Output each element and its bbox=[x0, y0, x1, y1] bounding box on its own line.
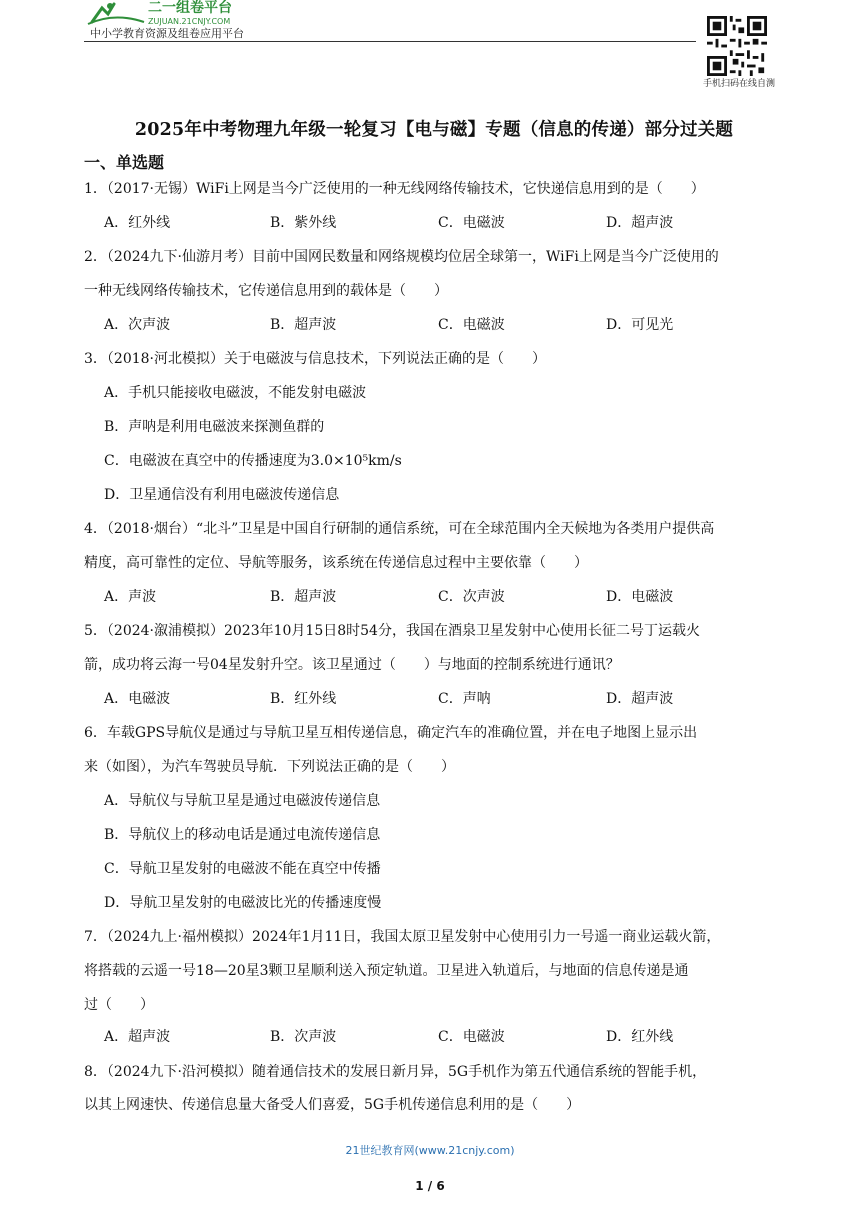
question-5-option-b: B．红外线 bbox=[270, 691, 337, 707]
question-1-stem: 1．（2017·无锡）WiFi上网是当今广泛使用的一种无线网络传输技术，它快递信息用到的是（ ） bbox=[84, 181, 705, 197]
question-6-option-b: B．导航仪上的移动电话是通过电流传递信息 bbox=[104, 827, 381, 843]
question-2-option-c: C．电磁波 bbox=[438, 317, 505, 333]
question-4-option-b: B．超声波 bbox=[270, 589, 337, 605]
question-5-option-a: A．电磁波 bbox=[104, 691, 171, 707]
question-2-option-b: B．超声波 bbox=[270, 317, 337, 333]
question-5-option-c: C．声呐 bbox=[438, 691, 491, 707]
question-4-stem-cont: 精度，高可靠性的定位、导航等服务，该系统在传递信息过程中主要依靠（ ） bbox=[84, 555, 588, 571]
question-6-option-a: A．导航仪与导航卫星是通过电磁波传递信息 bbox=[104, 793, 381, 809]
qr-caption: 手机扫码在线自测 bbox=[702, 79, 775, 89]
question-6-option-c: C．导航卫星发射的电磁波不能在真空中传播 bbox=[104, 861, 381, 877]
question-2-option-d: D．可见光 bbox=[606, 317, 674, 333]
question-6-stem-cont: 来（如图），为汽车驾驶员导航．下列说法正确的是（ ） bbox=[84, 759, 455, 775]
question-3-option-b: B．声呐是利用电磁波来探测鱼群的 bbox=[104, 419, 325, 435]
question-7-option-a: A．超声波 bbox=[104, 1029, 171, 1045]
question-7-stem-cont: 将搭载的云遥一号18—20星3颗卫星顺利送入预定轨道。卫星进入轨道后，与地面的信息传递是通 bbox=[84, 963, 689, 979]
question-5-stem-cont: 箭，成功将云海一号04星发射升空。该卫星通过（ ）与地面的控制系统进行通讯？ bbox=[84, 657, 620, 673]
question-3-option-a: A．手机只能接收电磁波，不能发射电磁波 bbox=[104, 385, 367, 401]
question-3-option-c: C．电磁波在真空中的传播速度为3.0×10⁵km/s bbox=[104, 453, 402, 469]
question-7-option-d: D．红外线 bbox=[606, 1029, 674, 1045]
question-5-option-d: D．超声波 bbox=[606, 691, 674, 707]
logo-text: 二一组卷平台 bbox=[148, 0, 232, 16]
document-title: 2025年中考物理九年级一轮复习【电与磁】专题（信息的传递）部分过关题 bbox=[134, 120, 734, 140]
question-1-option-a: A．红外线 bbox=[104, 215, 171, 231]
question-4-stem: 4．（2018·烟台）“北斗”卫星是中国自行研制的通信系统，可在全球范围内全天候地为各类用户提供高 bbox=[84, 521, 715, 537]
question-5-stem: 5．（2024·溆浦模拟）2023年10月15日8时54分，我国在酒泉卫星发射中心使用长征二号丁运载火 bbox=[84, 623, 700, 639]
question-2-stem-cont: 一种无线网络传输技术，它传递信息用到的载体是（ ） bbox=[84, 283, 448, 299]
question-1-option-c: C．电磁波 bbox=[438, 215, 505, 231]
question-7-option-c: C．电磁波 bbox=[438, 1029, 505, 1045]
question-1-option-d: D．超声波 bbox=[606, 215, 674, 231]
question-7-stem: 7．（2024九上·福州模拟）2024年1月11日，我国太原卫星发射中心使用引力一号遥一商业运载火箭， bbox=[84, 929, 721, 945]
question-2-stem: 2．（2024九下·仙游月考）目前中国网民数量和网络规模均位居全球第一，WiFi上网是当今广泛使用的 bbox=[84, 249, 719, 265]
question-4-option-d: D．电磁波 bbox=[606, 589, 674, 605]
section-heading: 一、单选题 bbox=[84, 153, 165, 172]
question-4-option-c: C．次声波 bbox=[438, 589, 505, 605]
question-3-option-d: D．卫星通信没有利用电磁波传递信息 bbox=[104, 487, 340, 503]
question-7-stem-cont-2: 过（ ） bbox=[84, 997, 154, 1013]
question-2-option-a: A．次声波 bbox=[104, 317, 171, 333]
question-4-option-a: A．声波 bbox=[104, 589, 157, 605]
page-number: 1 / 6 bbox=[415, 1179, 445, 1193]
question-6-option-d: D．导航卫星发射的电磁波比光的传播速度慢 bbox=[104, 895, 382, 911]
question-8-stem-cont: 以其上网速快、传递信息量大备受人们喜爱，5G手机传递信息利用的是（ ） bbox=[84, 1097, 581, 1113]
qr-code-icon[interactable] bbox=[707, 16, 767, 76]
footer-site-link[interactable]: 21世纪教育网(www.21cnjy.com) bbox=[345, 1144, 515, 1157]
question-7-option-b: B．次声波 bbox=[270, 1029, 337, 1045]
header-divider bbox=[84, 41, 696, 42]
logo-url: ZUJUAN.21CNJY.COM bbox=[148, 17, 231, 26]
question-8-stem: 8．（2024九下·沿河模拟）随着通信技术的发展日新月异，5G手机作为第五代通信系统的智能手机， bbox=[84, 1064, 707, 1080]
question-1-option-b: B．紫外线 bbox=[270, 215, 337, 231]
question-6-stem: 6．车载GPS导航仪是通过与导航卫星互相传递信息，确定汽车的准确位置，并在电子地图上显示出 bbox=[84, 725, 698, 741]
site-logo bbox=[84, 0, 284, 26]
question-3-stem: 3．（2018·河北模拟）关于电磁波与信息技术，下列说法正确的是（ ） bbox=[84, 351, 546, 367]
header-subtitle: 中小学教育资源及组卷应用平台 bbox=[90, 27, 244, 40]
